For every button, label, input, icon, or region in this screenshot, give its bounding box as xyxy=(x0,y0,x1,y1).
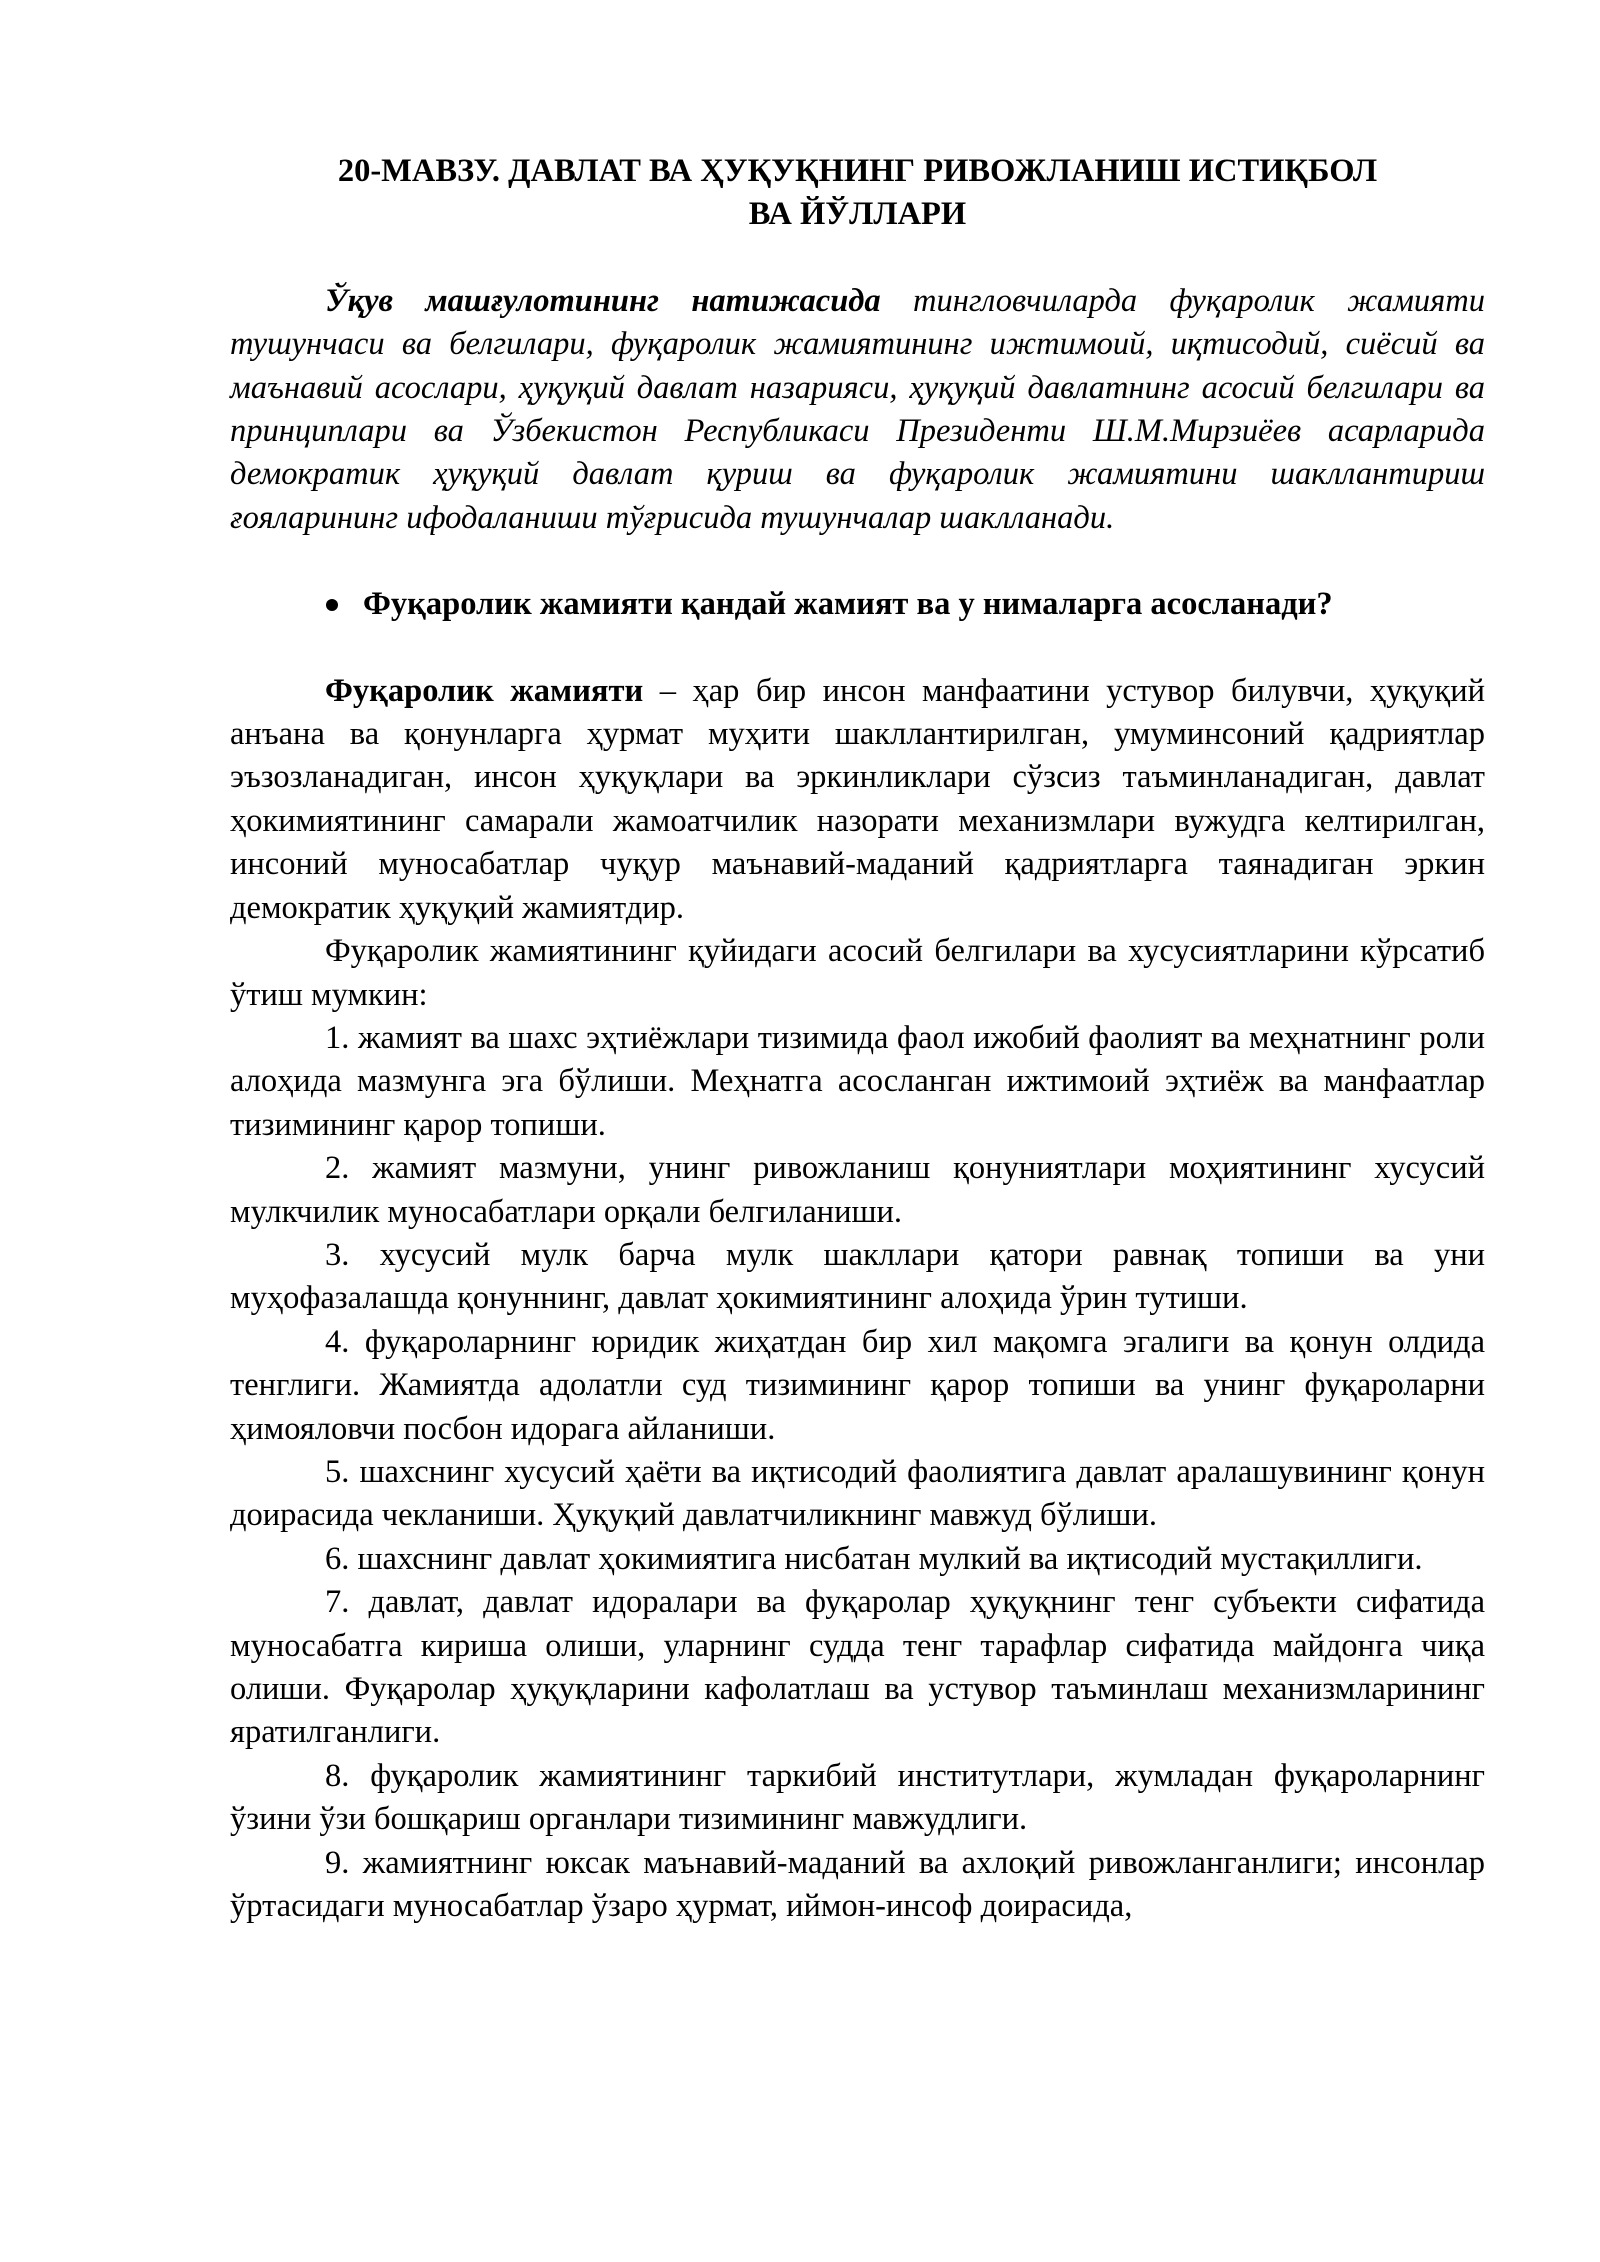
list-item xyxy=(230,1842,1485,1929)
question-text: Фуқаролик жамияти қандай жамият ва у нималарга асосланади? xyxy=(363,586,1333,623)
title-line-2: ВА ЙЎЛЛАРИ xyxy=(748,196,967,233)
list-item-text: хусусий мулк барча мулк шакллари қатори равнақ топиши ва уни муҳофазалашда қонуннинг, давлат ҳокимиятининг алоҳида ўрин тутиши. xyxy=(230,1236,1486,1317)
title-line-1: 20-МАВЗУ. ДАВЛАТ ВА ҲУҚУҚНИНГ РИВОЖЛАНИШ ИСТИҚБОЛ xyxy=(337,153,1378,189)
document-page xyxy=(230,150,1485,1928)
list-item-number: 2. xyxy=(325,1150,350,1187)
list-item-number: 8. xyxy=(325,1757,350,1794)
list-item xyxy=(230,1017,1485,1147)
list-item-number: 4. xyxy=(325,1323,350,1360)
definition-text: – ҳар бир инсон манфаатини устувор билувчи, ҳуқуқий анъана ва қонунларга ҳурмат муҳити шакллантирилган, умуминсоний қадриятлар эъзозланадиган, инсон ҳуқуқлари ва эркинликлари сўзсиз таъминланадиган, давлат ҳокимиятининг самарали жамоатчилик назорати механизмлари вужудга келтирилган, инсоний муносабатлар чуқур маънавий-маданий қадриятларга таянадиган эркин демократик ҳуқуқий жамиятдир. xyxy=(230,672,1485,926)
list-item-number: 7. xyxy=(325,1584,350,1621)
list-item-number: 5. xyxy=(325,1453,350,1490)
list-item-text: шахснинг давлат ҳокимиятига нисбатан мулкий ва иқтисодий мустақиллиги. xyxy=(357,1540,1423,1577)
list-item xyxy=(230,1147,1485,1234)
list-item-text: давлат, давлат идоралари ва фуқаролар ҳуқуқнинг тенг субъекти сифатида муносабатга кириша олиши, уларнинг судда тенг тарафлар сифатида майдонга чиқа олиши. Фуқаролар ҳуқуқларини кафолатлаш ва устувор таъминлаш механизмларининг яратилганлиги. xyxy=(230,1584,1486,1751)
list-item xyxy=(230,1755,1485,1842)
intro-paragraph xyxy=(230,280,1485,540)
list-item-text: жамият мазмуни, унинг ривожланиш қонуниятлари моҳиятининг хусусий мулкчилик муносабатлари орқали белгиланиши. xyxy=(230,1150,1485,1230)
list-item-number: 9. xyxy=(325,1844,350,1881)
list-item-text: фуқаролик жамиятининг таркибий институтлари, жумладан фуқароларнинг ўзини ўзи бошқариш органлари тизимининг мавжудлиги. xyxy=(230,1757,1486,1838)
question-heading xyxy=(230,583,1485,626)
list-item-number: 6. xyxy=(325,1540,350,1577)
features-intro: Фуқаролик жамиятининг қуйидаги асосий белгилари ва хусусиятларини кўрсатиб ўтиш мумкин: xyxy=(230,933,1485,1013)
list-item-number: 3. xyxy=(325,1236,350,1273)
list-item-text: фуқароларнинг юридик жиҳатдан бир хил мақомга эгалиги ва қонун олдида тенглиги. Жамиятда адолатли суд тизимининг қарор топиши ва унинг фуқароларни ҳимояловчи посбон идорага айланиши. xyxy=(230,1323,1486,1447)
intro-lead: Ўқув машғулотининг натижасида xyxy=(325,282,881,319)
definition-term: Фуқаролик жамияти xyxy=(325,672,644,709)
features-list xyxy=(230,1017,1485,1929)
list-item xyxy=(230,1234,1485,1321)
list-item xyxy=(230,1451,1485,1538)
list-item xyxy=(230,1321,1485,1451)
list-item-text: жамиятнинг юксак маънавий-маданий ва ахлоқий ривожланганлиги; инсонлар ўртасидаги муносабатлар ўзаро ҳурмат, иймон-инсоф доирасида, xyxy=(230,1844,1485,1925)
list-item-text: жамият ва шахс эҳтиёжлари тизимида фаол ижобий фаолият ва меҳнатнинг роли алоҳида мазмунга эга бўлиши. Меҳнатга асосланган ижтимоий эҳтиёж ва манфаатлар тизимининг қарор топиши. xyxy=(230,1019,1486,1143)
page-title xyxy=(230,150,1485,237)
list-item xyxy=(230,1538,1485,1581)
list-item xyxy=(230,1581,1485,1755)
intro-text: тингловчиларда фуқаролик жамияти тушунчаси ва белгилари, фуқаролик жамиятининг ижтимоий, иқтисодий, сиёсий ва маънавий асослари, ҳуқуқий давлат назарияси, ҳуқуқий давлатнинг асосий белгилари ва принциплари ва Ўзбекистон Республикаси Президенти Ш.М.Мирзиёев асарларида демократик ҳуқуқий давлат қуриш ва фуқаролик жамиятини шакллантириш ғояларининг ифодаланиши тўғрисида тушунчалар шаклланади. xyxy=(230,282,1485,536)
list-item-text: шахснинг хусусий ҳаёти ва иқтисодий фаолиятига давлат аралашувининг қонун доирасида чекланиши. Ҳуқуқий давлатчиликнинг мавжуд бўлиши. xyxy=(230,1453,1486,1534)
list-item-number: 1. xyxy=(325,1019,350,1056)
definition-paragraph xyxy=(230,670,1485,930)
